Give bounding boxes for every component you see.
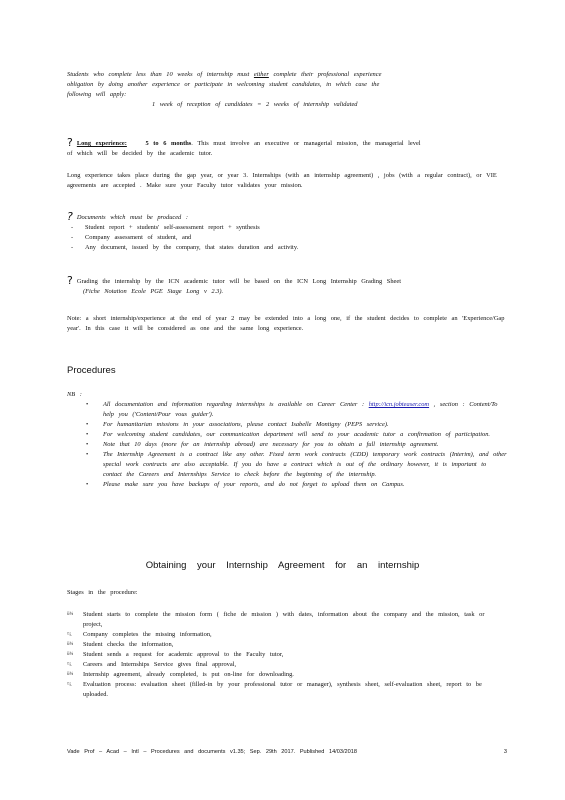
intro-paragraph bbox=[67, 70, 507, 110]
stage-item bbox=[67, 630, 507, 640]
stage-item bbox=[67, 670, 507, 680]
checkmark-icon: ü¾ bbox=[67, 612, 74, 617]
question-mark-icon: ? bbox=[67, 274, 73, 287]
procedure-item bbox=[103, 440, 507, 450]
documents-heading-line bbox=[67, 212, 507, 223]
stage-text: Student starts to complete the mission form ( fiche de mission ) with dates, information about the company and the mission, task or project, bbox=[83, 611, 485, 628]
grading-section bbox=[67, 276, 507, 297]
question-mark-icon: ? bbox=[67, 210, 73, 223]
grading-sheet-reference: (Fiche Notation Ecole PGE Stage Long v 2.3). bbox=[83, 288, 224, 295]
grading-line bbox=[67, 276, 507, 287]
stage-item bbox=[67, 680, 507, 700]
procedure-text: Please make sure you have backups of your reports, and do not forget to upload them on Campus. bbox=[103, 481, 405, 488]
intro-line-3: following will apply: bbox=[67, 91, 127, 98]
checkmark-icon: ü¾ bbox=[67, 642, 74, 647]
documents-heading: Documents which must be produced : bbox=[76, 214, 188, 221]
procedures-heading: Procedures bbox=[67, 365, 116, 376]
procedures-section bbox=[67, 390, 507, 490]
question-mark-icon: ? bbox=[67, 136, 73, 149]
stage-text: Internship agreement, already completed, is put on-line for downloading. bbox=[83, 671, 294, 678]
procedure-item bbox=[103, 450, 507, 480]
stages-label: Stages in the procedure: bbox=[67, 589, 138, 596]
document-item: - Any document, issued by the company, that states duration and activity. bbox=[85, 243, 507, 253]
procedure-text: Note that 10 days (more for an internship abroad) are necessary for you to obtain a full internship agreement. bbox=[103, 441, 439, 448]
document-item: - Company assessment of student, and bbox=[85, 233, 507, 243]
long-experience-paragraph: Long experience takes place during the gap year, or year 3. Internships (with an internship agreement) , jobs (with a regular contract), or VIE agreements are accepted . Make sure your Faculty tutor validates your mission. bbox=[67, 172, 497, 189]
long-experience-text: . This must involve an executive or managerial mission, the managerial level bbox=[191, 140, 421, 147]
footer-text: Vade Prof – Acad – Intl – Procedures and documents v1.35; Sep. 29th 2017. Published 14/03/2018 bbox=[67, 749, 357, 755]
procedure-item bbox=[103, 480, 507, 490]
documents-section bbox=[67, 212, 507, 253]
pointer-icon: ¤¿ bbox=[67, 632, 72, 637]
long-experience-line bbox=[67, 138, 507, 149]
procedure-item bbox=[103, 430, 507, 440]
stage-item bbox=[67, 660, 507, 670]
reception-rule: 1 week of reception of candidates = 2 weeks of internship validated bbox=[152, 101, 358, 108]
stage-text: Company completes the missing information, bbox=[83, 631, 212, 638]
stage-text: Evaluation process: evaluation sheet (filled-in by your professional tutor or manager), synthesis sheet, self-evaluation sheet, report to be uploaded. bbox=[83, 681, 482, 698]
stage-text: Student checks the information, bbox=[83, 641, 174, 648]
pointer-icon: ¤¿ bbox=[67, 682, 72, 687]
grading-text: Grading the internship by the ICN academic tutor will be based on the ICN Long Internship Grading Sheet bbox=[76, 278, 401, 285]
stages-section bbox=[67, 610, 507, 700]
stage-item bbox=[67, 650, 507, 660]
procedure-text: For welcoming student candidates, our communication department will send to your academic tutor a confirmation of participation. bbox=[103, 431, 491, 438]
procedure-text: All documentation and information regarding internships is available on Career Center : bbox=[103, 401, 369, 408]
stages-list bbox=[67, 610, 507, 700]
procedure-item bbox=[103, 400, 507, 420]
pointer-icon: ¤¿ bbox=[67, 662, 72, 667]
intro-text-b: complete their professional experience bbox=[268, 71, 382, 78]
procedure-text: For humanitarian missions in your associations, please contact Isabelle Montigny (PEPS service). bbox=[103, 421, 389, 428]
obtaining-heading: Obtaining your Internship Agreement for an internship bbox=[145, 560, 420, 571]
career-center-link[interactable]: http://icn.jobteaser.com bbox=[368, 401, 430, 408]
checkmark-icon: ü¾ bbox=[67, 652, 74, 657]
procedure-text-post: , section : Content/To help you ('Content/Pour vous guider'). bbox=[103, 401, 498, 418]
nb-label: NB : bbox=[67, 391, 82, 398]
intro-text: Students who complete less than 10 weeks of internship must bbox=[67, 71, 254, 78]
note-paragraph: Note: a short internship/experience at the end of year 2 may be extended into a long one, if the student decides to complete an 'Experience/Gap year'. In this case it will be considered as one and the same long experience. bbox=[67, 315, 505, 332]
procedure-text: The Internship Agreement is a contract like any other. Fixed term work contracts (CDD) temporary work contracts (Interim), and other special work contracts are also acceptable. If you do have a contract which is out of the ordinary however, it is important to contact the Careers and Internships Service to check before the beginning of the internship. bbox=[103, 451, 507, 478]
document-item: - Student report + students' self-assessment report + synthesis bbox=[85, 223, 507, 233]
procedures-list bbox=[67, 400, 507, 490]
stage-item bbox=[67, 610, 507, 630]
stage-text: Student sends a request for academic approval to the Faculty tutor, bbox=[83, 651, 284, 658]
long-experience-text-2: of which will be decided by the academic tutor. bbox=[67, 150, 213, 157]
documents-list bbox=[67, 223, 507, 253]
page-number: 3 bbox=[503, 749, 507, 755]
intro-line-2: obligation by doing another experience or participate in welcoming student candidates, in which case the bbox=[67, 81, 380, 88]
checkmark-icon: ü¾ bbox=[67, 672, 74, 677]
stage-item bbox=[67, 640, 507, 650]
page-footer bbox=[67, 749, 507, 755]
intro-line-1 bbox=[67, 70, 507, 80]
long-experience-duration: 5 to 6 months bbox=[145, 140, 192, 147]
long-experience-section bbox=[67, 138, 507, 191]
either-underlined: either bbox=[253, 71, 269, 78]
long-experience-label: Long experience: bbox=[76, 140, 127, 147]
procedure-item bbox=[103, 420, 507, 430]
stage-text: Careers and Internships Service gives final approval, bbox=[83, 661, 237, 668]
